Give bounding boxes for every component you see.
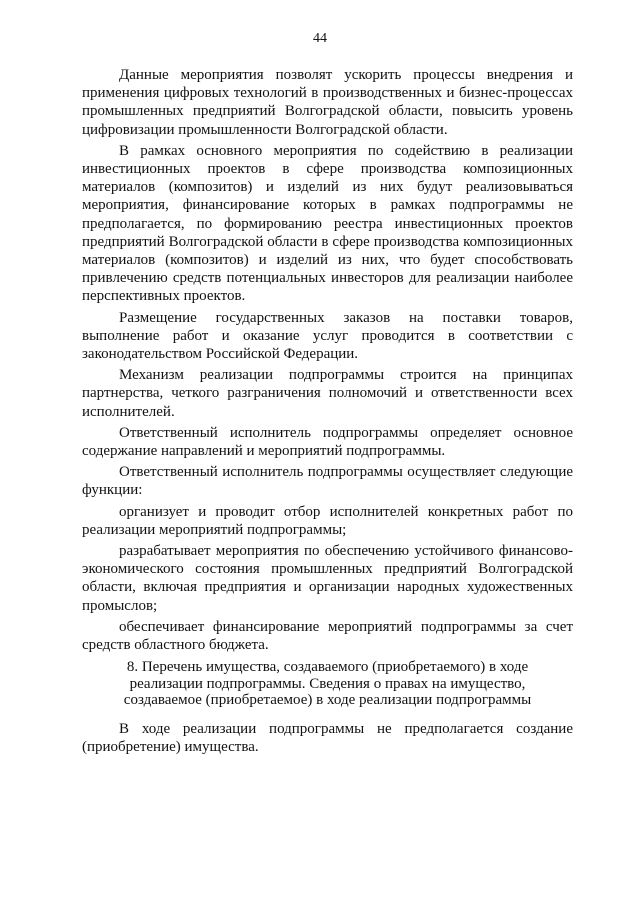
paragraph-implementation-mechanism: Механизм реализации подпрограммы строится на принципах партнерства, четкого разграничения полномочий и ответственности всех исполнителей. — [82, 367, 573, 420]
body-text — [82, 66, 573, 657]
section-heading-line: создаваемое (приобретаемое) в ходе реализации подпрограммы — [123, 692, 532, 708]
page-number: 44 — [313, 31, 327, 46]
paragraph-state-orders: Размещение государственных заказов на поставки товаров, выполнение работ и оказание услуг проводится в соответствии с законодательством Российской Федерации. — [82, 309, 573, 363]
paragraph-function-financing: обеспечивает финансирование мероприятий подпрограммы за счет средств областного бюджета. — [82, 618, 573, 654]
paragraph-function-selection: организует и проводит отбор исполнителей конкретных работ по реализации мероприятий подпрограммы; — [82, 503, 573, 538]
paragraph-responsible-executor-content: Ответственный исполнитель подпрограммы определяет основное содержание направлений и мероприятий подпрограммы. — [82, 424, 573, 460]
closing-text — [82, 720, 573, 756]
section-heading-line: реализации подпрограммы. Сведения о правах на имущество, — [129, 675, 526, 692]
section-heading-line: 8. Перечень имущества, создаваемого (приобретаемого) в ходе — [126, 659, 529, 675]
section-heading — [82, 659, 573, 709]
paragraph-function-develop-measures: разрабатывает мероприятия по обеспечению устойчивого финансово-экономического состояния промышленных предприятий Волгоградской области, включая предприятия и организации народных художественных промыслов; — [82, 543, 573, 614]
paragraph-responsible-executor-functions: Ответственный исполнитель подпрограммы осуществляет следующие функции: — [82, 464, 573, 499]
paragraph-investment-projects: В рамках основного мероприятия по содействию в реализации инвестиционных проектов в сфере производства композиционных материалов (композитов) и изделий из них будут реализовываться мероприятия, финансирование которых в рамках подпрограммы не предполагается, по формированию реестра инвестиционных проектов предприятий Волгоградской области в сфере производства композиционных материалов (композитов) и изделий из них, что будет способствовать привлечению средств потенциальных инвесторов для реализации наиболее перспективных проектов. — [82, 142, 573, 305]
paragraph-digital-technologies: Данные мероприятия позволят ускорить процессы внедрения и применения цифровых технологий в производственных и бизнес-процессах промышленных предприятий Волгоградской области, повысить уровень цифровизации промышленности Волгоградской области. — [82, 67, 573, 138]
paragraph-property-statement: В ходе реализации подпрограммы не предполагается создание (приобретение) имущества. — [82, 721, 573, 756]
